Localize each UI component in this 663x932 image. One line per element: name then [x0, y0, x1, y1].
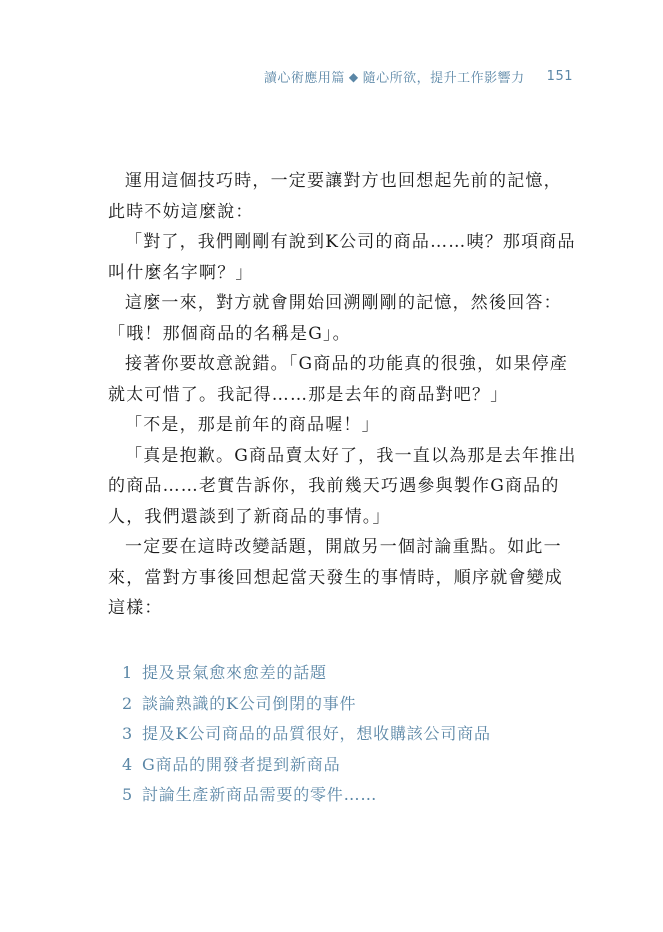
paragraph: 接著你要故意說錯。「G商品的功能真的很強，如果停產就太可惜了。我記得……那是去年的商品對吧？」	[108, 354, 569, 405]
sequence-list	[122, 658, 491, 811]
paragraph: 「真是抱歉。G商品賣太好了，我一直以為那是去年推出的商品……老實告訴你，我前幾天巧遇參與製作G商品的人，我們還談到了新商品的事情。」	[108, 445, 577, 527]
list-item	[122, 658, 491, 689]
header-chapter-title: 隨心所欲，提升工作影響力	[362, 71, 525, 86]
list-item-number: 5	[122, 785, 133, 804]
paragraph: 一定要在這時改變話題，開啟另一個討論重點。如此一來，當對方事後回想起當天發生的事情時，順序就會變成這樣：	[108, 537, 563, 618]
list-item-number: 1	[122, 663, 133, 682]
body-text	[108, 166, 578, 624]
list-item	[122, 780, 491, 811]
list-item	[122, 719, 491, 750]
paragraph: 運用這個技巧時，一定要讓對方也回想起先前的記憶，此時不妨這麼說：	[108, 171, 562, 222]
list-item	[122, 750, 491, 781]
list-item	[122, 689, 491, 720]
paragraph: 「不是，那是前年的商品喔！」	[125, 415, 380, 435]
header-section-title: 讀心術應用篇	[263, 71, 345, 86]
list-item-number: 2	[122, 693, 133, 713]
list-item-text: 提及景氣愈來愈差的話題	[142, 663, 327, 682]
list-item-text: 討論生產新商品需要的零件……	[142, 785, 378, 804]
list-item-text: G商品的開發者提到新商品	[142, 754, 341, 774]
running-header	[264, 67, 573, 86]
list-item-number: 3	[122, 724, 133, 743]
paragraph: 這麼一來，對方就會開始回溯剛剛的記憶，然後回答：「哦！那個商品的名稱是G」。	[108, 293, 562, 344]
paragraph: 「對了，我們剛剛有說到K公司的商品……咦？那項商品叫什麼名字啊？」	[108, 232, 576, 283]
diamond-separator-icon: ◆	[348, 69, 359, 84]
page-number: 151	[546, 69, 573, 84]
list-item-number: 4	[122, 754, 133, 774]
list-item-text: 提及K公司商品的品質很好，想收購該公司商品	[142, 724, 491, 743]
list-item-text: 談論熟識的K公司倒閉的事件	[142, 693, 357, 713]
